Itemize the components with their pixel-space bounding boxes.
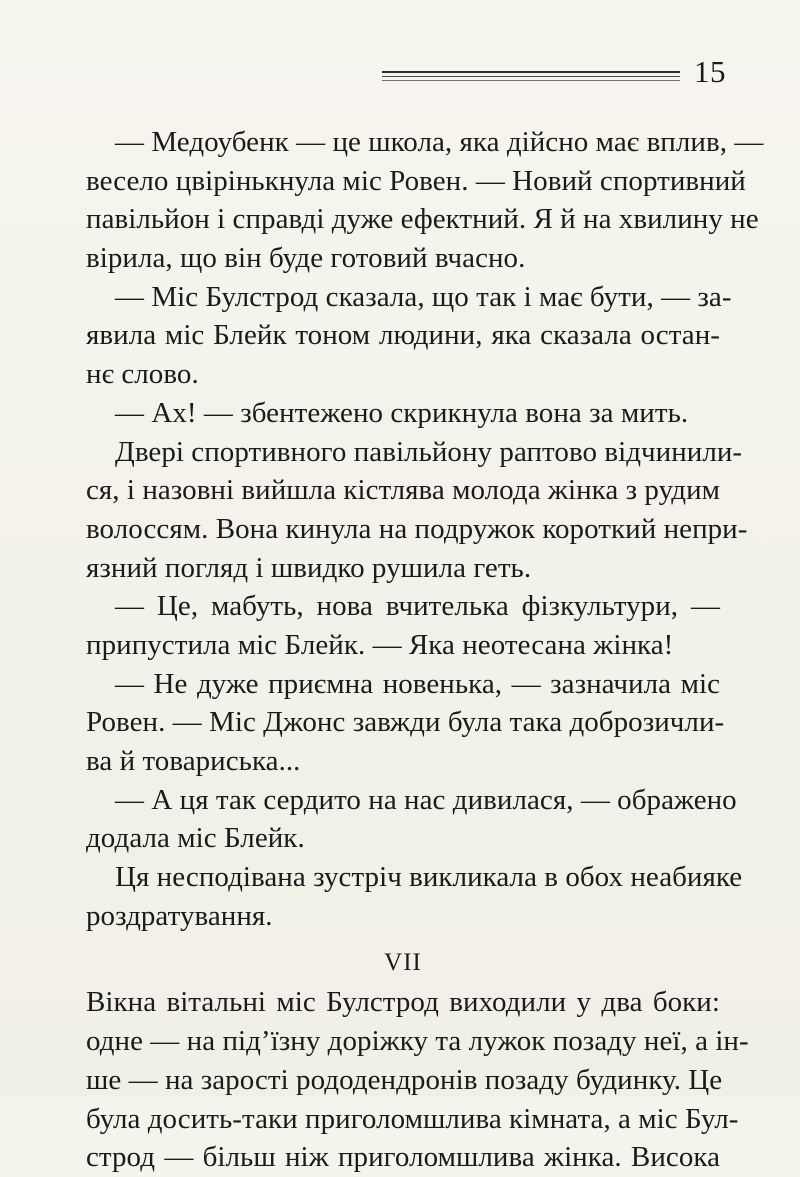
text-line: волоссям. Вона кинула на подружок короткий непри- [86,512,748,545]
text-line: додала міс Блейк. [86,822,305,855]
running-header [382,54,726,96]
header-rule-line-middle [382,76,680,77]
text-line: Ровен. — Міс Джонс завжди була така доброзичли- [86,706,725,739]
page-number: 15 [694,54,726,89]
text-line: була досить-таки приголомшлива кімната, а міс Бул- [86,1102,739,1135]
header-rule-line-top [382,71,680,73]
text-line: явила міс Блейк тоном людини, яка сказала остан- [86,319,720,352]
text-line: Ця несподівана зустріч викликала в обох неабияке [115,861,743,894]
text-line: павільйон і справді дуже ефектний. Я й на хвилину не [86,203,759,236]
chapter-heading: VII [384,949,422,977]
text-line: Вікна вітальні міс Булстрод виходили у два боки: [86,986,720,1019]
text-line: Двері спортивного павільйону раптово відчинили- [115,435,743,468]
text-line: ше — на зарості рододендронів позаду будинку. Це [86,1063,723,1096]
text-line: — А ця так сердито на нас дивилася, — ображено [115,783,737,816]
text-line: ва й товариська... [86,745,301,777]
text-line: — Медоубенк — це школа, яка дійсно має вплив, — [115,126,764,158]
text-line: весело цвірінькнула міс Ровен. — Новий спортивний [86,164,746,197]
text-line: ся, і назовні вийшла кістлява молода жінка з рудим [86,474,721,507]
text-line: нє слово. [86,358,199,391]
text-line: — Міс Булстрод сказала, що так і має бути, — за- [115,280,732,313]
text-line: — Це, мабуть, нова вчителька фізкультури, — [115,590,720,623]
header-rule [382,71,680,83]
text-line: — Не дуже приємна новенька, — зазначила міс [115,667,720,700]
text-line: роздратування. [86,899,273,932]
text-line: одне — на під’їзну доріжку та лужок позаду неї, а ін- [86,1025,749,1058]
text-line: вірила, що він буде готовий вчасно. [86,242,526,275]
section-spacer [86,935,720,943]
text-line: — Ах! — збентежено скрикнула вона за мить. [115,396,689,429]
header-rule-line-bottom [382,80,680,81]
text-line: строд — більш ніж приголомшлива жінка. Висока [86,1141,720,1174]
text-line: язний погляд і швидко рушила геть. [86,551,532,584]
text-line: припустила міс Блейк. — Яка неотесана жінка! [86,628,674,661]
main-text [86,123,764,1177]
